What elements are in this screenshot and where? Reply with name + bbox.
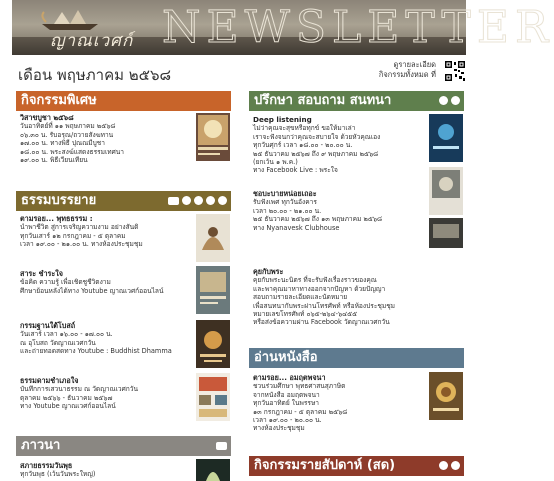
dhamma-item — [20, 215, 192, 249]
clubhouse-thumb-2[interactable] — [429, 218, 463, 248]
section-reading-title: อ่านหนังสือ — [254, 350, 318, 365]
item-line: สอบถามรายละเอียดและนัดหมาย — [253, 293, 348, 302]
counsel-item — [253, 190, 425, 232]
details-link-line1: ดูรายละเอียด — [393, 60, 436, 69]
item-line: บันทึกการเสวนาธรรม ณ วัดญาณเวศกวัน — [20, 385, 138, 394]
event-visakha — [20, 114, 192, 164]
counsel-item — [253, 268, 428, 327]
section-dhamma — [16, 191, 231, 211]
item-line: ทุกวันพุธ (เว้นวันพระใหญ่) — [20, 470, 96, 479]
item-line: ศึกษาย้อนหลังได้ทาง Youtube ญาณเวศก์ออนไลน์ — [20, 286, 164, 295]
reading-book-thumb[interactable] — [429, 372, 463, 420]
deep-listening-thumb[interactable] — [429, 114, 463, 162]
item-line: นำพาชีวิต สู่การเจริญความงาม อย่างสันติ — [20, 223, 139, 232]
item-title: Deep listening — [253, 115, 312, 124]
item-line: ณ อุโบสถ วัดญาณเวศกวัน — [20, 338, 96, 347]
item-line: จากหนังสือ อมฤตพจนา — [253, 390, 320, 399]
item-line: ๒๕ ธันวาคม ๒๕๖๗ ถึง ๙ พฤษภาคม ๒๕๖๘ — [253, 149, 379, 158]
spotify-icon[interactable] — [218, 196, 227, 205]
section-dhamma-title: ธรรมบรรยาย — [21, 193, 97, 208]
youtube-icon[interactable] — [168, 197, 179, 205]
section-counsel — [249, 91, 464, 111]
details-link[interactable] — [379, 60, 436, 80]
dhamma-thumb-2[interactable] — [196, 266, 230, 314]
section-bhavana-title: ภาวนา — [21, 438, 61, 453]
item-line: คุยกับพระนะนิตร ที่จะรับฟังเรื่องราวของคุณ — [253, 276, 377, 285]
dhamma-item — [20, 377, 192, 411]
item-line: ทางห้องประชุมชุม — [253, 424, 305, 433]
logo-text: ญาณเวศก์ — [50, 31, 134, 51]
section-weekly — [249, 456, 464, 476]
item-line: และถ่ายทอดสดทาง Youtube : Buddhist Dhamma — [20, 347, 172, 356]
month-heading: เดือน พฤษภาคม ๒๕๖๘ — [18, 66, 172, 84]
item-title: สาระ ชำระใจ — [20, 269, 64, 278]
qr-code-icon[interactable] — [444, 60, 466, 82]
youtube-icon[interactable] — [439, 96, 448, 105]
counsel-item — [253, 116, 425, 175]
clubhouse-icon[interactable] — [439, 461, 448, 470]
item-line: ตุลาคม ๒๕๖๖ - ธันวาคม ๒๕๖๗ — [20, 393, 113, 402]
dhamma-item — [20, 270, 192, 295]
podcast-icon[interactable] — [206, 196, 215, 205]
item-line: เวลา ๒๐.๐๐ - ๒๑.๐๐ น. — [253, 206, 322, 215]
item-line: หรือส่งข้อความผ่าน Facebook วัดญาณเวศกวัน — [253, 318, 390, 327]
dhamma-thumb-3[interactable] — [196, 320, 230, 368]
section-reading — [249, 348, 464, 368]
event-line: ๑๘.๐๐ น. พระสงฆ์แสดงธรรมเทศนา — [20, 147, 125, 156]
item-line: ทาง Youtube ญาณเวศก์ออนไลน์ — [20, 402, 116, 411]
event-line: ๑๙.๐๐ น. พิธีเวียนเทียน — [20, 156, 88, 165]
facebook-icon[interactable] — [451, 461, 460, 470]
facebook-icon[interactable] — [451, 96, 460, 105]
bhavana-item — [20, 462, 192, 479]
item-line: ไม่ว่าคุณจะสุขหรือทุกข์ ขอให้มาเล่า — [253, 124, 356, 133]
item-title: ธรรมดามชำเภอใจ — [20, 376, 79, 385]
item-line: วันเสาร์ เวลา ๑๖.๐๐ - ๑๗.๐๐ น. — [20, 330, 113, 339]
item-line: ชวนร่วมศึกษา พุทธศาสนสุภาษิต — [253, 382, 346, 391]
event-line: วันอาทิตย์ที่ ๑๑ พฤษภาคม ๒๕๖๘ — [20, 122, 116, 131]
item-title: คุยกับพระ — [253, 267, 284, 276]
item-line: หมายเลขโทรศัพท์ ๐๖๕-๒๖๔-๖๔๕๕ — [253, 310, 358, 319]
item-line: ๒๕ ธันวาคม ๒๕๖๗ ถึง ๑๓ พฤษภาคม ๒๕๖๘ — [253, 215, 383, 224]
youtube-icon[interactable] — [216, 442, 227, 450]
item-line: (ยกเว้น ๑ พ.ค.) — [253, 158, 298, 167]
item-title: สภายธรรมวันพุธ — [20, 461, 73, 470]
section-counsel-title: ปรึกษา สอบถาม สนทนา — [254, 93, 392, 108]
visakha-poster-thumbnail[interactable] — [196, 113, 230, 161]
section-special-title: กิจกรรมพิเศษ — [21, 93, 97, 108]
event-line: ๑๗.๐๐ น. ทางพิธี ปุณณมีบูชา — [20, 139, 105, 148]
dhamma-thumb-4[interactable] — [196, 373, 230, 421]
item-line: เวลา ๑๙.๐๐ - ๒๐.๐๐ น. — [253, 416, 322, 425]
item-title: กรรมฐานใต้โบสถ์ — [20, 321, 76, 330]
dhamma-item — [20, 322, 192, 356]
details-link-line2: กิจกรรมทั้งหมด ที่ — [378, 70, 436, 79]
section-special — [16, 91, 231, 111]
item-title: ตามรอย... พุทธธรรม : — [20, 214, 93, 223]
item-line: รับฟังเพศ ทุกวันอังคาร — [253, 198, 317, 207]
item-title: ชอบะบายหน่อยเถอะ — [253, 189, 317, 198]
item-line: ข้อคิด ความรู้ เพื่อเชิดชูชีวิตงาม — [20, 278, 111, 287]
item-title: ตามรอย... อมฤตพจนา — [253, 373, 326, 382]
item-line: ทาง Facebook Live : พระใจ — [253, 166, 338, 175]
section-bhavana — [16, 436, 231, 456]
section-weekly-title: กิจกรรมรายสัปดาห์ (สด) — [254, 458, 396, 473]
item-line: ทาง Nyanavesk Clubhouse — [253, 223, 340, 232]
soundcloud-icon[interactable] — [182, 196, 191, 205]
item-line: ๑๓ กรกฎาคม - ๕ ตุลาคม ๒๕๖๘ — [253, 407, 348, 416]
item-line: และพาคุณมาหาทางออกจากปัญหา ด้วยปัญญา — [253, 284, 386, 293]
bhavana-thumb[interactable] — [196, 459, 230, 481]
item-line: ทุกวันอาทิตย์ ในพรรษา — [253, 399, 320, 408]
item-line: ทุกวันศุกร์ เวลา ๑๘.๐๐ - ๒๐.๐๐ น. — [253, 141, 353, 150]
reading-item — [253, 374, 425, 433]
facebook-icon[interactable] — [194, 196, 203, 205]
item-line: เวลา ๑๙.๐๐ - ๒๑.๐๐ น. ทางห้องประชุมชุม — [20, 240, 143, 249]
newsletter-banner — [12, 0, 554, 55]
item-line: เราจะฟังจนกว่าคุณจะสบายใจ ด้วยหัวคุณเอง — [253, 132, 381, 141]
item-line: เพื่อสนทนากับพระผ่านโทรศัพท์ หรือห้องประชุมชุม — [253, 301, 396, 310]
event-title: วิสาขบูชา ๒๕๖๘ — [20, 113, 74, 122]
item-line: ทุกวันเสาร์ ๑๒ กรกฎาคม - ๕ ตุลาคม — [20, 231, 126, 240]
event-line: ๐๖.๓๐ น. รับอรุณ/ถวายสังฆทาน — [20, 130, 114, 139]
clubhouse-thumb[interactable] — [429, 167, 463, 215]
newsletter-title: NEWSLETTER — [162, 2, 554, 53]
dhamma-thumb-1[interactable] — [196, 214, 230, 262]
